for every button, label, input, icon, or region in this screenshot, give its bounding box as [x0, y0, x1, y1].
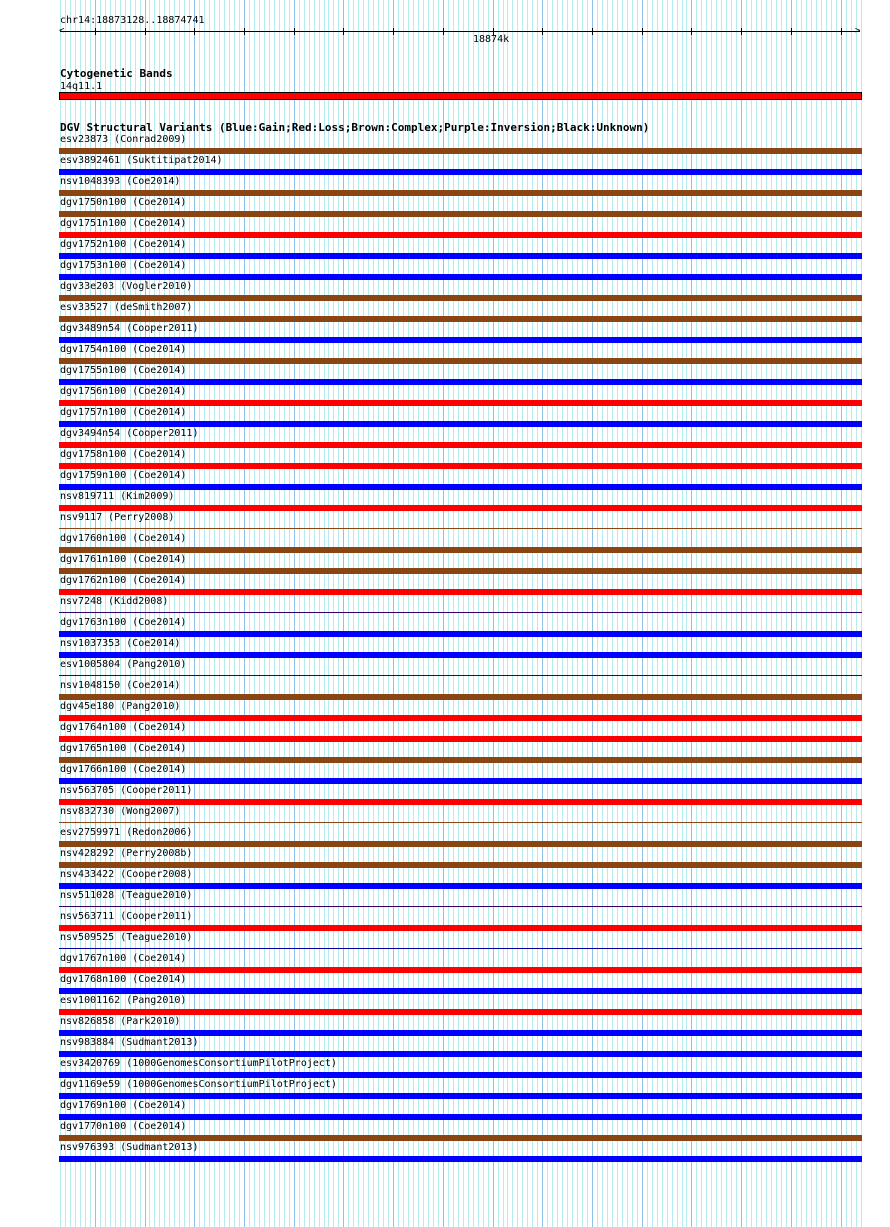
variant-label[interactable]: nsv511028 (Teague2010): [60, 890, 193, 901]
variant-label[interactable]: dgv1768n100 (Coe2014): [60, 974, 187, 985]
variant-label[interactable]: dgv1763n100 (Coe2014): [60, 617, 187, 628]
variant-label[interactable]: dgv1765n100 (Coe2014): [60, 743, 187, 754]
variant-label[interactable]: dgv1761n100 (Coe2014): [60, 554, 187, 565]
variant-bar-red[interactable]: [59, 799, 862, 805]
variant-label[interactable]: dgv1752n100 (Coe2014): [60, 239, 187, 250]
variant-bar-darkblue[interactable]: [59, 948, 862, 949]
variant-bar-blue[interactable]: [59, 421, 862, 427]
variant-bar-blue[interactable]: [59, 631, 862, 637]
variant-label[interactable]: nsv1048150 (Coe2014): [60, 680, 181, 691]
variant-bar-blue[interactable]: [59, 1114, 862, 1120]
variant-bar-brown[interactable]: [59, 822, 862, 823]
ruler-tick: [592, 28, 593, 35]
variant-label[interactable]: dgv1755n100 (Coe2014): [60, 365, 187, 376]
cytoband-bar[interactable]: [59, 92, 862, 100]
variant-bar-blue[interactable]: [59, 1072, 862, 1078]
variant-bar-blue[interactable]: [59, 379, 862, 385]
variant-label[interactable]: esv33527 (deSmith2007): [60, 302, 193, 313]
ruler-position-label: chr14:18873128..18874741: [60, 15, 205, 26]
variant-bar-brown[interactable]: [59, 547, 862, 553]
dgv-track-title: DGV Structural Variants (Blue:Gain;Red:Loss;Brown:Complex;Purple:Inversion;Black:Unknown): [60, 121, 650, 134]
variant-label[interactable]: dgv1754n100 (Coe2014): [60, 344, 187, 355]
variant-label[interactable]: dgv1757n100 (Coe2014): [60, 407, 187, 418]
variant-label[interactable]: nsv509525 (Teague2010): [60, 932, 193, 943]
variant-label[interactable]: nsv563705 (Cooper2011): [60, 785, 193, 796]
variant-label[interactable]: dgv1764n100 (Coe2014): [60, 722, 187, 733]
variant-bar-red[interactable]: [59, 1009, 862, 1015]
variant-label[interactable]: dgv3489n54 (Cooper2011): [60, 323, 199, 334]
variant-label[interactable]: esv3892461 (Suktitipat2014): [60, 155, 223, 166]
ruler-tick: [443, 28, 444, 35]
ruler-tick: [791, 28, 792, 35]
variant-label[interactable]: esv3420769 (1000GenomesConsortiumPilotProject): [60, 1058, 337, 1069]
variant-bar-red[interactable]: [59, 442, 862, 448]
variant-label[interactable]: nsv433422 (Cooper2008): [60, 869, 193, 880]
variant-bar-brown[interactable]: [59, 757, 862, 763]
ruler-tick: [542, 28, 543, 35]
variant-bar-purple[interactable]: [59, 906, 862, 907]
variant-bar-blue[interactable]: [59, 883, 862, 889]
variant-bar-blue[interactable]: [59, 169, 862, 175]
variant-label[interactable]: dgv1753n100 (Coe2014): [60, 260, 187, 271]
cytoband-label: 14q11.1: [60, 81, 103, 92]
variant-bar-brown[interactable]: [59, 190, 862, 196]
variant-bar-brown[interactable]: [59, 148, 862, 154]
variant-bar-brown[interactable]: [59, 1135, 862, 1141]
variant-label[interactable]: dgv1759n100 (Coe2014): [60, 470, 187, 481]
variant-label[interactable]: nsv1048393 (Coe2014): [60, 176, 181, 187]
variant-label[interactable]: dgv33e203 (Vogler2010): [60, 281, 193, 292]
variant-bar-purple[interactable]: [59, 675, 862, 676]
variant-label[interactable]: esv23873 (Conrad2009): [60, 134, 187, 145]
variant-bar-blue[interactable]: [59, 1051, 862, 1057]
ruler-tick: [95, 28, 96, 35]
variant-label[interactable]: nsv9117 (Perry2008): [60, 512, 175, 523]
ruler-tick: [194, 28, 195, 35]
ruler-tick: [145, 28, 146, 35]
variant-label[interactable]: dgv1769n100 (Coe2014): [60, 1100, 187, 1111]
variant-label[interactable]: nsv7248 (Kidd2008): [60, 596, 169, 607]
ruler-tick: [294, 28, 295, 35]
variant-label[interactable]: dgv1751n100 (Coe2014): [60, 218, 187, 229]
variant-bar-brown[interactable]: [59, 862, 862, 868]
variant-bar-blue[interactable]: [59, 1156, 862, 1162]
variant-label[interactable]: esv1005804 (Pang2010): [60, 659, 187, 670]
variant-bar-red[interactable]: [59, 925, 862, 931]
ruler-right-arrow-icon: >: [855, 26, 861, 36]
variant-bar-red[interactable]: [59, 505, 862, 511]
variant-bar-blue[interactable]: [59, 1093, 862, 1099]
variant-bar-brown[interactable]: [59, 358, 862, 364]
variant-label[interactable]: esv2759971 (Redon2006): [60, 827, 193, 838]
variant-bar-blue[interactable]: [59, 1030, 862, 1036]
variant-label[interactable]: nsv826858 (Park2010): [60, 1016, 181, 1027]
ruler-left-arrow-icon: <: [59, 26, 65, 36]
variant-bar-brown[interactable]: [59, 316, 862, 322]
variant-bar-red[interactable]: [59, 967, 862, 973]
variant-bar-brown[interactable]: [59, 694, 862, 700]
variant-bar-red[interactable]: [59, 715, 862, 721]
variant-label[interactable]: esv1001162 (Pang2010): [60, 995, 187, 1006]
variant-bar-blue[interactable]: [59, 337, 862, 343]
variant-label[interactable]: dgv3494n54 (Cooper2011): [60, 428, 199, 439]
variant-bar-brown[interactable]: [59, 568, 862, 574]
variant-bar-blue[interactable]: [59, 253, 862, 259]
ruler-tick: [244, 28, 245, 35]
ruler-tick: [741, 28, 742, 35]
variant-bar-brown[interactable]: [59, 295, 862, 301]
variant-bar-brown[interactable]: [59, 841, 862, 847]
variant-bar-blue[interactable]: [59, 988, 862, 994]
variant-label[interactable]: dgv1770n100 (Coe2014): [60, 1121, 187, 1132]
variant-label[interactable]: dgv1169e59 (1000GenomesConsortiumPilotProject): [60, 1079, 337, 1090]
ruler-tick: [691, 28, 692, 35]
ruler-tick: [642, 28, 643, 35]
variant-label[interactable]: dgv1758n100 (Coe2014): [60, 449, 187, 460]
ruler-tick: [343, 28, 344, 35]
variant-label[interactable]: dgv1760n100 (Coe2014): [60, 533, 187, 544]
ruler-axis[interactable]: [60, 31, 860, 32]
variant-bar-red[interactable]: [59, 400, 862, 406]
cytoband-track-title: Cytogenetic Bands: [60, 67, 173, 80]
variant-label[interactable]: nsv563711 (Cooper2011): [60, 911, 193, 922]
variant-label[interactable]: dgv1756n100 (Coe2014): [60, 386, 187, 397]
variant-bar-red[interactable]: [59, 736, 862, 742]
variant-label[interactable]: dgv45e180 (Pang2010): [60, 701, 181, 712]
variant-label[interactable]: dgv1767n100 (Coe2014): [60, 953, 187, 964]
variant-bar-brown[interactable]: [59, 528, 862, 529]
variant-label[interactable]: dgv1750n100 (Coe2014): [60, 197, 187, 208]
variant-bar-brown[interactable]: [59, 211, 862, 217]
variant-label[interactable]: dgv1762n100 (Coe2014): [60, 575, 187, 586]
variant-label[interactable]: nsv983884 (Sudmant2013): [60, 1037, 199, 1048]
ruler-tick-label: 18874k: [473, 34, 510, 45]
variant-label[interactable]: dgv1766n100 (Coe2014): [60, 764, 187, 775]
ruler-tick: [393, 28, 394, 35]
variant-label[interactable]: nsv819711 (Kim2009): [60, 491, 175, 502]
variant-label[interactable]: nsv428292 (Perry2008b): [60, 848, 193, 859]
variant-bar-blue[interactable]: [59, 274, 862, 280]
variant-bar-blue[interactable]: [59, 778, 862, 784]
variant-bar-blue[interactable]: [59, 652, 862, 658]
variant-bar-red[interactable]: [59, 463, 862, 469]
ruler-tick: [841, 28, 842, 35]
variant-bar-purple[interactable]: [59, 612, 862, 613]
variant-bar-red[interactable]: [59, 232, 862, 238]
variant-label[interactable]: nsv832730 (Wong2007): [60, 806, 181, 817]
variant-label[interactable]: nsv1037353 (Coe2014): [60, 638, 181, 649]
variant-bar-red[interactable]: [59, 589, 862, 595]
variant-bar-blue[interactable]: [59, 484, 862, 490]
variant-label[interactable]: nsv976393 (Sudmant2013): [60, 1142, 199, 1153]
